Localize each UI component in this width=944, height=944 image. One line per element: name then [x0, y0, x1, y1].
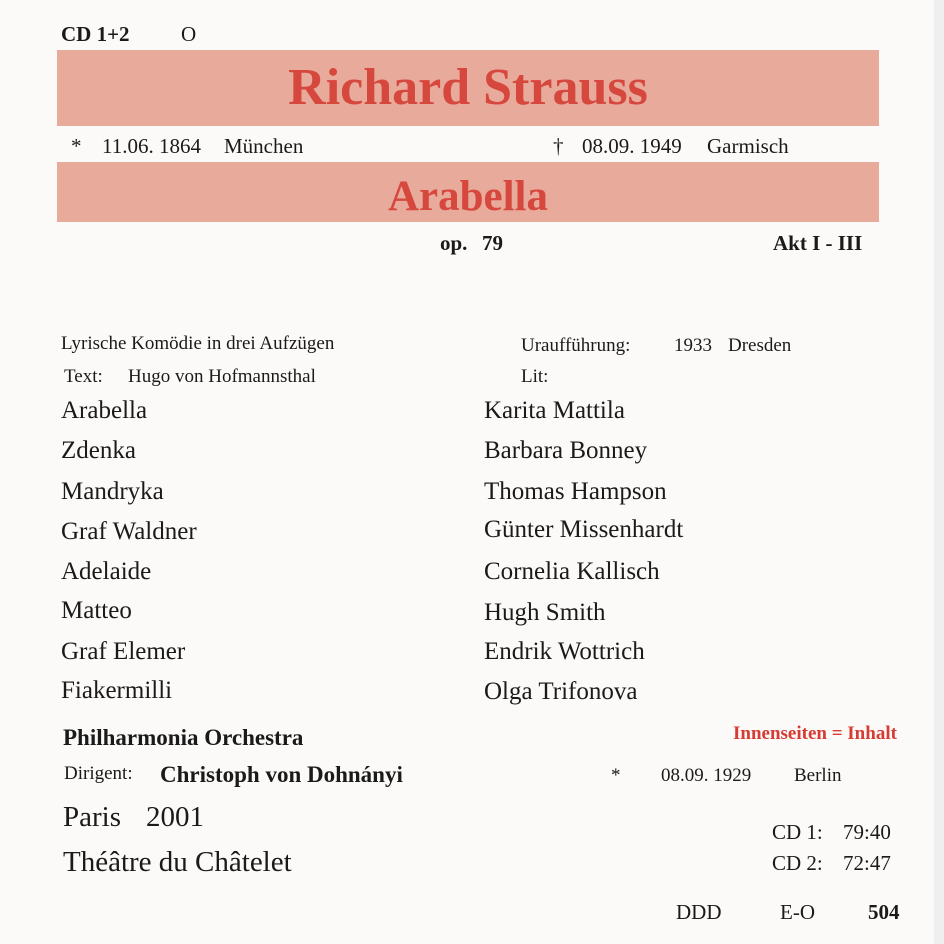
opus-prefix: op. — [440, 231, 468, 255]
conductor-birth-place: Berlin — [794, 765, 842, 786]
role-name: Graf Elemer — [61, 638, 186, 665]
singer-name: Günter Missenhardt — [484, 516, 684, 543]
singer-name: Thomas Hampson — [484, 478, 667, 505]
text-label: Text: — [64, 366, 103, 387]
recording-year: 2001 — [146, 801, 204, 833]
catalog-number: 504 — [868, 900, 900, 924]
birth-symbol: * — [71, 134, 82, 158]
premiere-place: Dresden — [728, 335, 792, 356]
role-name: Mandryka — [61, 478, 164, 505]
composer-name: Richard Strauss — [288, 59, 648, 116]
ddd-code: DDD — [676, 900, 722, 924]
singer-name: Hugh Smith — [484, 599, 606, 626]
orchestra-name: Philharmonia Orchestra — [63, 725, 304, 750]
composer-birth-date: 11.06. 1864 — [102, 134, 201, 158]
conductor-name: Christoph von Dohnányi — [160, 762, 403, 787]
page-edge — [934, 0, 944, 944]
duration-label: CD 1: — [772, 820, 823, 844]
librettist: Hugo von Hofmannsthal — [128, 366, 316, 387]
acts: Akt I - III — [773, 231, 863, 255]
header-mark: O — [181, 22, 197, 46]
singer-name: Barbara Bonney — [484, 437, 648, 464]
inner-pages-note: Innenseiten = Inhalt — [733, 723, 897, 744]
duration-label: CD 2: — [772, 851, 823, 875]
conductor-label: Dirigent: — [64, 763, 133, 784]
premiere-year: 1933 — [674, 335, 712, 356]
role-name: Fiakermilli — [61, 677, 173, 704]
opus-number: 79 — [482, 231, 503, 255]
composer-band — [57, 50, 879, 126]
composer-death-place: Garmisch — [707, 134, 789, 158]
singer-name: Olga Trifonova — [484, 678, 638, 705]
work-subtitle: Lyrische Komödie in drei Aufzügen — [61, 333, 335, 354]
duration-time: 72:47 — [843, 851, 891, 875]
role-name: Graf Waldner — [61, 518, 197, 545]
conductor-birth-date: 08.09. 1929 — [661, 765, 752, 786]
singer-name: Cornelia Kallisch — [484, 558, 660, 585]
recording-city: Paris — [63, 801, 121, 833]
composer-death-date: 08.09. 1949 — [582, 134, 682, 158]
recording-venue: Théâtre du Châtelet — [63, 846, 292, 878]
singer-name: Endrik Wottrich — [484, 638, 645, 665]
cd-label: CD 1+2 — [61, 22, 130, 46]
singer-name: Karita Mattila — [484, 397, 625, 424]
work-title: Arabella — [387, 173, 549, 220]
label-code: E-O — [780, 900, 815, 924]
role-name: Matteo — [61, 597, 132, 624]
composer-birth-place: München — [224, 134, 304, 158]
lit-label: Lit: — [521, 366, 549, 387]
premiere-label: Uraufführung: — [521, 335, 631, 356]
role-name: Arabella — [61, 397, 148, 424]
death-symbol: † — [553, 134, 564, 158]
work-band — [57, 162, 879, 222]
role-name: Adelaide — [61, 558, 152, 585]
conductor-birth-symbol: * — [611, 765, 621, 786]
role-name: Zdenka — [61, 437, 136, 464]
duration-time: 79:40 — [843, 820, 891, 844]
